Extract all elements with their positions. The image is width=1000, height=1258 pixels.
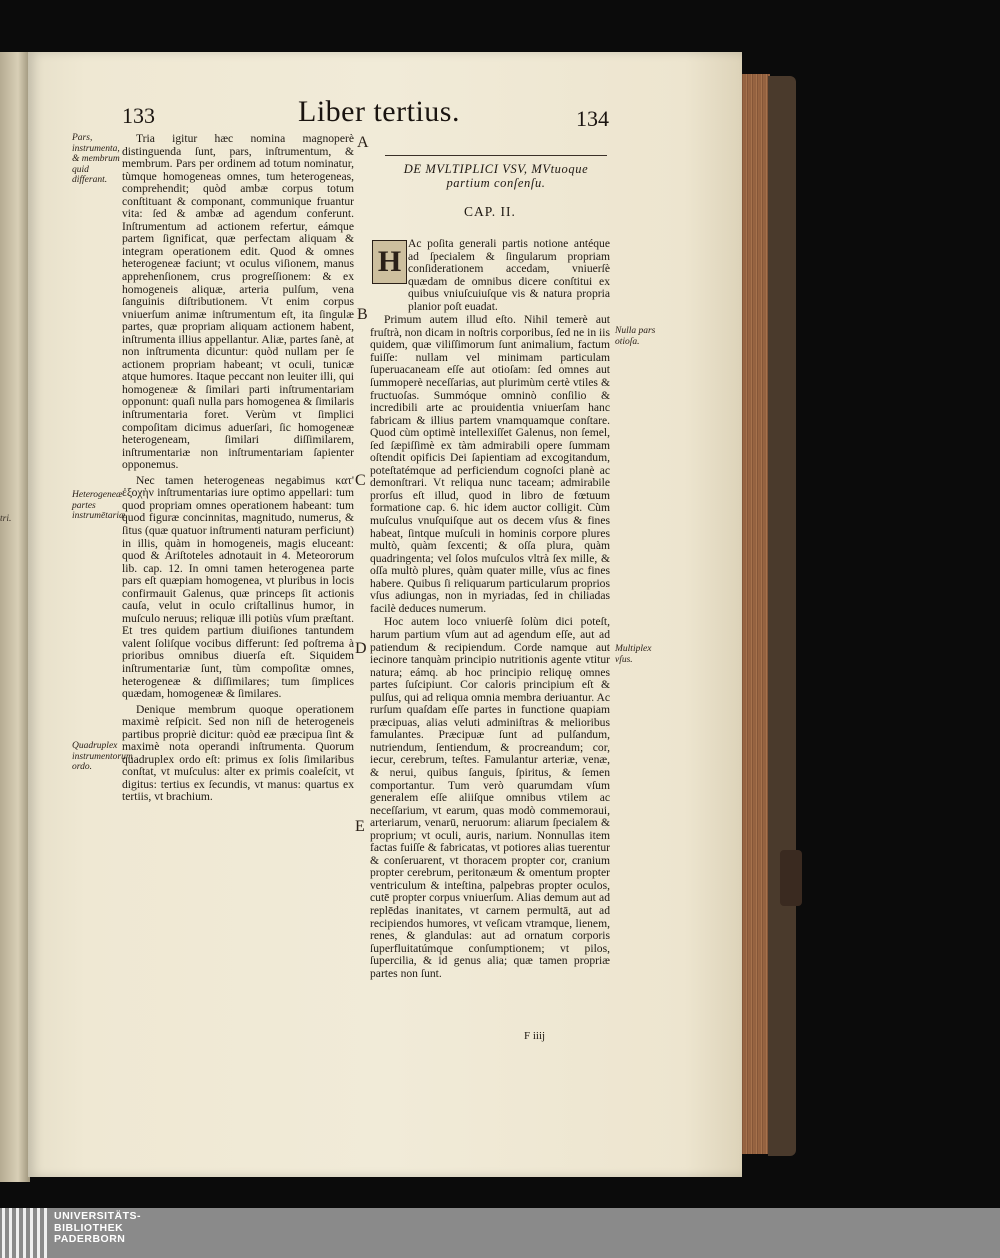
- section-letter-b: B: [357, 306, 368, 323]
- left-paragraph-1: Tria igitur hæc nomina magnoperè distinguenda ſunt, pars, inſtrumentum, & membrum. Pars per ordinem ad totum nominatur, tùmque homogeneas omnes, tum heterogeneas, comprehendit; quòd ambæ corpus totum conſtituant & componant, communique fruantur vita: ſed & ambæ ad agendum conferunt. Inſtrumentum ad actionem refertur, eámque partem ſignificat, quæ perfectam aliquam & integram operationem edit. Quod & omnes heterogeneæ faciunt; vt oculus viſionem, manus apprehenſionem, crus progreſſionem: & ex homogeneis aliquæ, arteria pulſum, vena ſanguinis diſtributionem. Vt enim corpus vniuerſum animæ inſtrumentum eſt, ita ſingulæ partes, quæ propriam aliquam actionem habent, inſtrumenta illius appellantur. Aliæ, partes ſanè, at non inſtrumenta dicuntur: quòd nullam per ſe actionem propriam habeant; vt oculi, tunicæ atque humores. Itaque peccant non leuiter illi, qui homogeneæ & ſimilari parti inſtrumentariam opponunt: quaſi nulla pars homogenea & ſimilaris inſtrumentaria foret. Verùm vt ſimplici compoſitam dicimus aduerſari, ſic homogeneæ heterogeneam, ſimilari diſſimilarem, inſtrumentariæ non inſtrumentariam ſapienter opponemus.: [122, 132, 354, 472]
- book-cover: [768, 76, 796, 1156]
- library-footer-bar: [0, 1208, 1000, 1258]
- section-letter-c: C: [355, 472, 366, 489]
- margin-note-nulla-pars: Nulla pars otioſa.: [615, 326, 656, 347]
- library-name-line3: PADERBORN: [54, 1233, 126, 1245]
- page-number-right: 134: [576, 106, 609, 131]
- margin-note-multiplex: Multiplex vſus.: [615, 644, 652, 665]
- clasp-strap: [780, 850, 802, 906]
- facing-page-edge: [0, 52, 30, 1182]
- left-paragraph-3: Denique membrum quoque operationem maximè reſpicit. Sed non niſi de heterogeneis partibus propriè dicitur: quòd eæ præcipua ſint & maximè nota operandi inſtrumenta. Quorum quadruplex ordo eſt: primus ex ſolis ſimilaribus conſtat, vt muſculus: alter ex primis coaleſcit, vt digitus: tertius ex ſecundis, vt manus: quartus ex tertiis, vt brachium.: [122, 702, 354, 804]
- library-name: [54, 1211, 141, 1246]
- left-paragraph-2: Nec tamen heterogeneas negabimus κατ' ἐξοχὴν inſtrumentarias iure optimo appellari: tum quod propriam omnes operationem habeant: tum quod figuræ concinnitas, magnitudo, numerus, & ſitus (quæ quatuor inſtrumenti naturam perficiunt) in illis, quàm in homogeneis, magis eluceant: quod & Ariſtoteles adnotauit in 4. Meteororum lib. cap. 12. In omni tamen heterogenea parte pars eſt quæpiam homogenea, vt pluribus in locis confirmauit Galenus, quæ princeps ſit actionis cauſa, velut in oculo criſtallinus humor, in muſculo neruus; reliquæ illi potiùs vſum præſtant. Et tres quidem partium diuiſiones tantundem valent ſoliſque vocibus differunt: ſed poſtrema à prioribus omnibus diuerſa eſt. Siquidem inſtrumentariæ ſunt, tùm compoſitæ omnes, heterogeneæ & diſſimilares; tum ſimplices quædam, homogeneæ & ſimilares.: [122, 473, 354, 701]
- section-letter-a: A: [357, 134, 369, 151]
- chapter-heading: DE MVLTIPLICI VSV, MVtuoque partium conſenſu.: [403, 162, 589, 190]
- page-fore-edge: [742, 74, 770, 1154]
- right-paragraph-3: Hoc autem loco vniuerſè ſolùm dici poteſt, harum partium vſum aut ad agendum eſſe, aut ad patiendum & recipiendum. Corde namque aut iecinore tanquàm principio nutritionis agente vtitur natura; eámq. ab hoc principio reliquę omnes partes ſuſcipiunt. Cor caloris principium eſt & pulſus, qui ad reliqua omnia membra deriuantur. Ac rurſum quaſdam eſſe partes in functione quapiam præcipuas, alias veluti adminiſtras & melioribus famulantes. Præcipuæ ſunt ad pulſandum, nutriendum, ſentiendum, & procreandum; cor, iecur, cerebrum, teſtes. Famulantur arteriæ, venæ, & nerui, quibus ſanguis, ſpiritus, & ſemen comportantur. Tum verò quarumdam vſum generalem eſſe aliiſque omnibus vtilem ac neceſſarium, vt earum, quas modò commemoraui, arteriarum, venarū, neruorum: aliarum ſpecialem & proprium; vt oculi, auris, narium. Nonnullas item factas fuiſſe & fabricatas, vt potiores alias tuerentur & conſeruarent, vt thoracem propter cor, cranium propter cerebrum, peritonæum & omentum propter ventriculum & inteſtina, palpebras propter oculos, cutē propter corpus vniuerſum. Alias demum aut ad replēdas inanitates, vt carnem permultā, aut ad recipiendos humores, vt veſicam vtramque, lienem, renes, & glandulas: aut ad ornatum corporis ſuperfluitatúmque conſumptionem; vt pilos, ſupercilia, & id genus alia; quæ tamen propriæ partes non ſunt.: [370, 615, 610, 980]
- library-name-line1: UNIVERSITÄTS-: [54, 1210, 142, 1222]
- margin-note-pars-instrumenta: Pars, instrumenta, & membrum quid differant.: [72, 133, 120, 185]
- right-text-column: [370, 238, 610, 980]
- section-letter-d: D: [355, 640, 367, 657]
- signature-mark: F iiij: [524, 1030, 546, 1042]
- margin-note-quadruplex: Quadruplex instrumentorum ordo.: [72, 741, 133, 772]
- chapter-label: CAP. II.: [464, 204, 516, 219]
- right-paragraph-2: Primum autem illud eſto. Nihil temerè aut fruſtrà, non dicam in noſtris corporibus, ſed ne in iis quidem, quæ viliſſimorum ſunt animalium, factum fuiſſe: nullam vel minimam particulam ſuperuacaneam eſſe aut otioſam: ſed omnes aut ſummoperè neceſſarias, aut plurimùm certè vtiles & fructuoſas. Summóque omninò conſilio & incredibili arte ac prouidentia vniuerſam hanc fabricam & illius partem vnamquamque conſtare. Quod cùm optimè intellexiſſet Galenus, non ſemel, ſed ſæpiſſimè ex tàm admirabili opere ſummam oſtendit opificis Dei ſapientiam ad excogitandum, poteſtatémque ad perficiendum cognoſci planè ac demonſtrari. Vt reliqua nunc taceam; admirabile prorſus eſt illud, quod in libro de fœtuum formatione cap. 6. hic idem auctor colligit. Cùm muſculus vnuſquiſque aut os decem vſus & fines habeat, ſintque muſculi in hominis corpore plures multò, quàm ſexcenti; & oſſa plura, quàm quadringenta; vel ſolos muſculos vltrà ſex mille, & oſſa multò plures, quàm quater mille, vſus ac fines habere. Quibus ſi reliquarum particularum proprios vſus adiungas, non in myriadas, ſed in chiliadas facilè deduces numerum.: [370, 313, 610, 615]
- heading-rule: [385, 155, 607, 156]
- library-name-line2: BIBLIOTHEK: [54, 1221, 124, 1234]
- initial-letter: H: [377, 245, 402, 278]
- left-text-column: [122, 133, 354, 804]
- library-logo-icon: [0, 1208, 47, 1258]
- running-title: Liber tertius.: [298, 95, 460, 128]
- page-number-left: 133: [122, 103, 155, 128]
- section-letter-e: E: [355, 818, 365, 835]
- margin-note-heterogeneae: Heterogeneæ partes instrumētariæ.: [72, 490, 128, 521]
- right-paragraph-1: Ac poſita generali partis notione antéque ad ſpecialem & ſingularum propriam conſiderationem accedam, vniuerſè quædam de omnibus dicere conſtitui ex quibus vniuſcuiuſque vis & natura propria planior poſt euadat.: [408, 237, 610, 313]
- facing-page-fragment: tri.: [0, 514, 12, 524]
